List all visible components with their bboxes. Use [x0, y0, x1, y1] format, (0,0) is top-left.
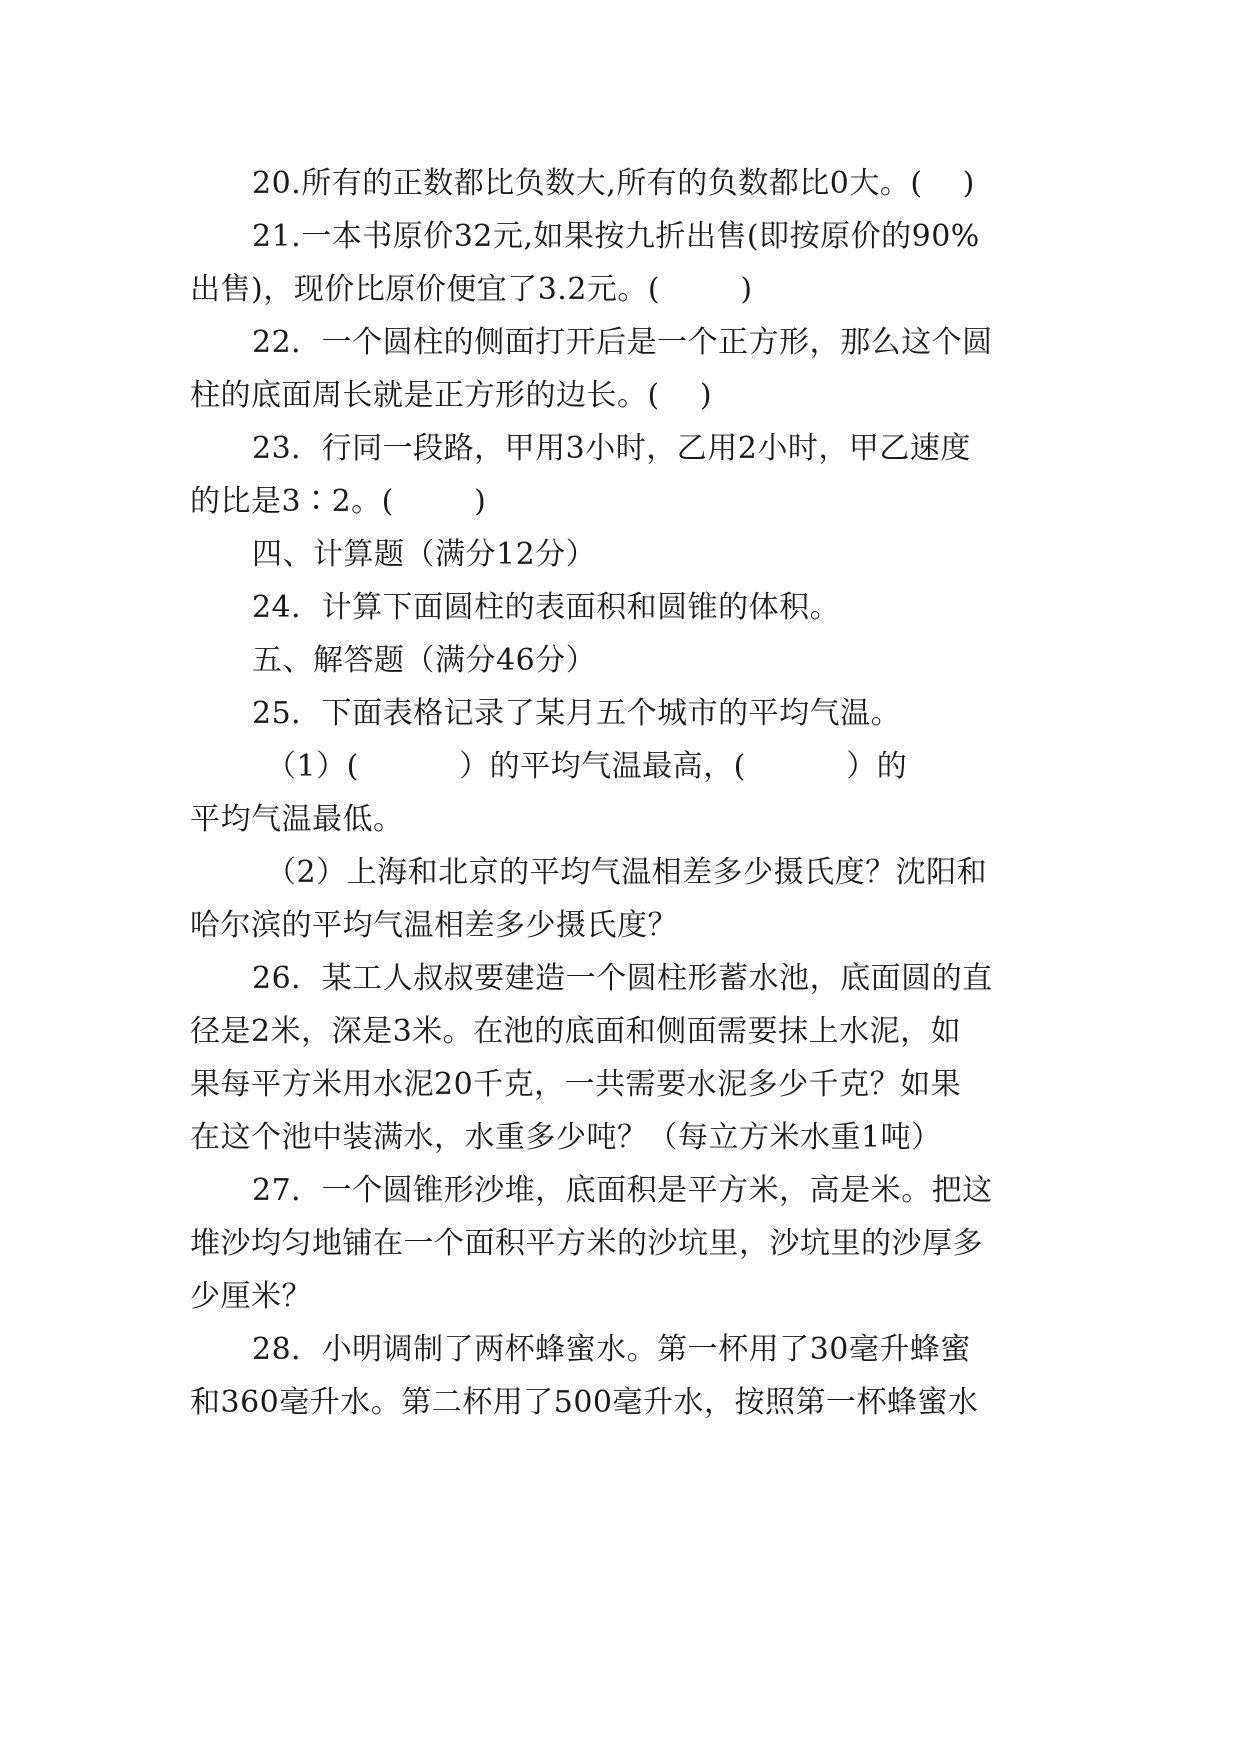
question-21-line-2: 出售)，现价比原价便宜了3.2元。( )	[190, 272, 753, 307]
question-25-line: 25．下面表格记录了某月五个城市的平均气温。	[252, 696, 902, 731]
question-25-part-1-line-2: 平均气温最低。	[190, 802, 404, 837]
section-4-heading: 四、计算题（满分12分）	[252, 537, 597, 572]
question-26-line-2: 径是2米，深是3米。在池的底面和侧面需要抹上水泥，如	[190, 1014, 962, 1049]
question-21-line-1: 21.一本书原价32元,如果按九折出售(即按原价的90%	[252, 219, 980, 254]
question-25-part-1-line-1: （1）( ）的平均气温最高，( ）的	[266, 749, 908, 784]
question-22-line-1: 22．一个圆柱的侧面打开后是一个正方形，那么这个圆	[252, 325, 993, 360]
question-20-line: 20.所有的正数都比负数大,所有的负数都比0大。( )	[252, 166, 975, 201]
question-26-line-3: 果每平方米用水泥20千克，一共需要水泥多少千克？如果	[190, 1067, 962, 1102]
question-27-line-1: 27．一个圆锥形沙堆，底面积是平方米，高是米。把这	[252, 1173, 993, 1208]
question-28-line-2: 和360毫升水。第二杯用了500毫升水，按照第一杯蜂蜜水	[190, 1385, 979, 1420]
section-5-heading: 五、解答题（满分46分）	[252, 643, 597, 678]
question-26-line-4: 在这个池中装满水，水重多少吨？（每立方米水重1吨）	[190, 1120, 942, 1155]
question-23-line-1: 23．行同一段路，甲用3小时，乙用2小时，甲乙速度	[252, 431, 971, 466]
question-22-line-2: 柱的底面周长就是正方形的边长。( )	[190, 378, 713, 413]
question-26-line-1: 26．某工人叔叔要建造一个圆柱形蓄水池，底面圆的直	[252, 961, 993, 996]
question-27-line-2: 堆沙均匀地铺在一个面积平方米的沙坑里，沙坑里的沙厚多	[190, 1226, 983, 1261]
question-23-line-2: 的比是3∶2。( )	[190, 484, 487, 519]
question-25-part-2-line-1: （2）上海和北京的平均气温相差多少摄氏度？沈阳和	[266, 855, 988, 890]
question-25-part-2-line-2: 哈尔滨的平均气温相差多少摄氏度？	[190, 908, 678, 943]
question-28-line-1: 28．小明调制了两杯蜂蜜水。第一杯用了30毫升蜂蜜	[252, 1332, 971, 1367]
question-27-line-3: 少厘米？	[190, 1279, 312, 1314]
question-24-line: 24．计算下面圆柱的表面积和圆锥的体积。	[252, 590, 841, 625]
